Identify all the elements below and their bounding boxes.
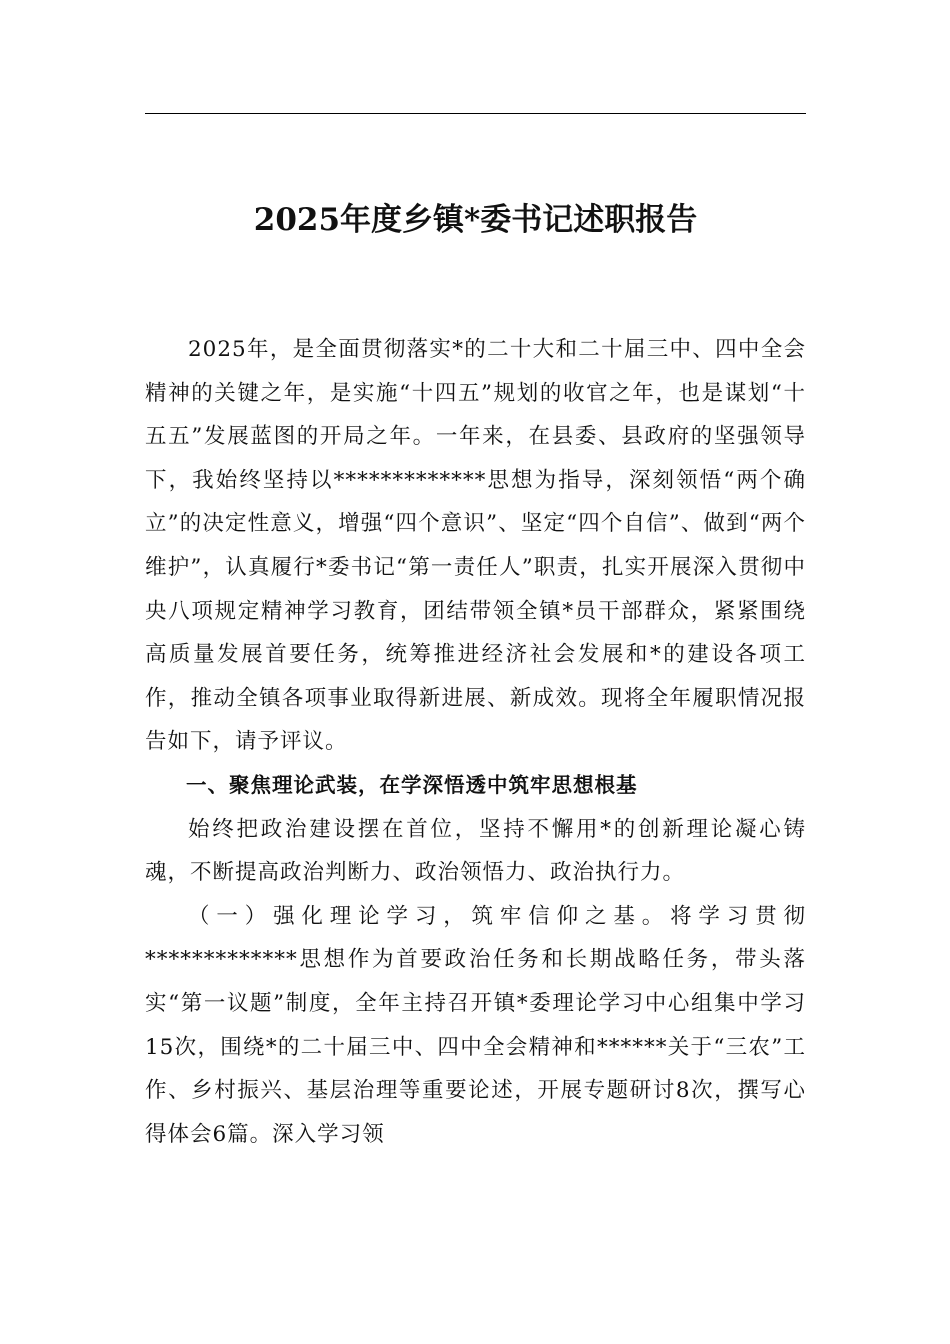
subsection-lead: （一）强化理论学习，筑牢信仰之基。 (188, 903, 671, 929)
section-paragraph: 始终把政治建设摆在首位，坚持不懈用*的创新理论凝心铸魂，不断提高政治判断力、政治领悟力、政治执行力。 (145, 816, 806, 886)
section-heading: 一、聚焦理论武装，在学深悟透中筑牢思想根基 (186, 772, 638, 797)
document-body (145, 328, 806, 1156)
subsection-text: 将学习贯彻*************思想作为首要政治任务和长期战略任务，带头落实“第一议题”制度，全年主持召开镇*委理论学习中心组集中学习15次，围绕*的二十届三中、四中全会精神和******关于“三农”工作、乡村振兴、基层治理等重要论述，开展专题研讨8次，撰写心得体会6篇。深入学习领 (145, 903, 806, 1147)
header-rule (145, 113, 806, 114)
subsection-paragraph (145, 895, 806, 1157)
intro-paragraph: 2025年，是全面贯彻落实*的二十大和二十届三中、四中全会精神的关键之年，是实施“十四五”规划的收官之年，也是谋划“十五五”发展蓝图的开局之年。一年来，在县委、县政府的坚强领导下，我始终坚持以*************思想为指导，深刻领悟“两个确立”的决定性意义，增强“四个意识”、坚定“四个自信”、做到“两个维护”，认真履行*委书记“第一责任人”职责，扎实开展深入贯彻中央八项规定精神学习教育，团结带领全镇*员干部群众，紧紧围绕高质量发展首要任务，统筹推进经济社会发展和*的建设各项工作，推动全镇各项事业取得新进展、新成效。现将全年履职情况报告如下，请予评议。 (145, 337, 806, 755)
document-title: 2025年度乡镇*委书记述职报告 (253, 202, 698, 238)
